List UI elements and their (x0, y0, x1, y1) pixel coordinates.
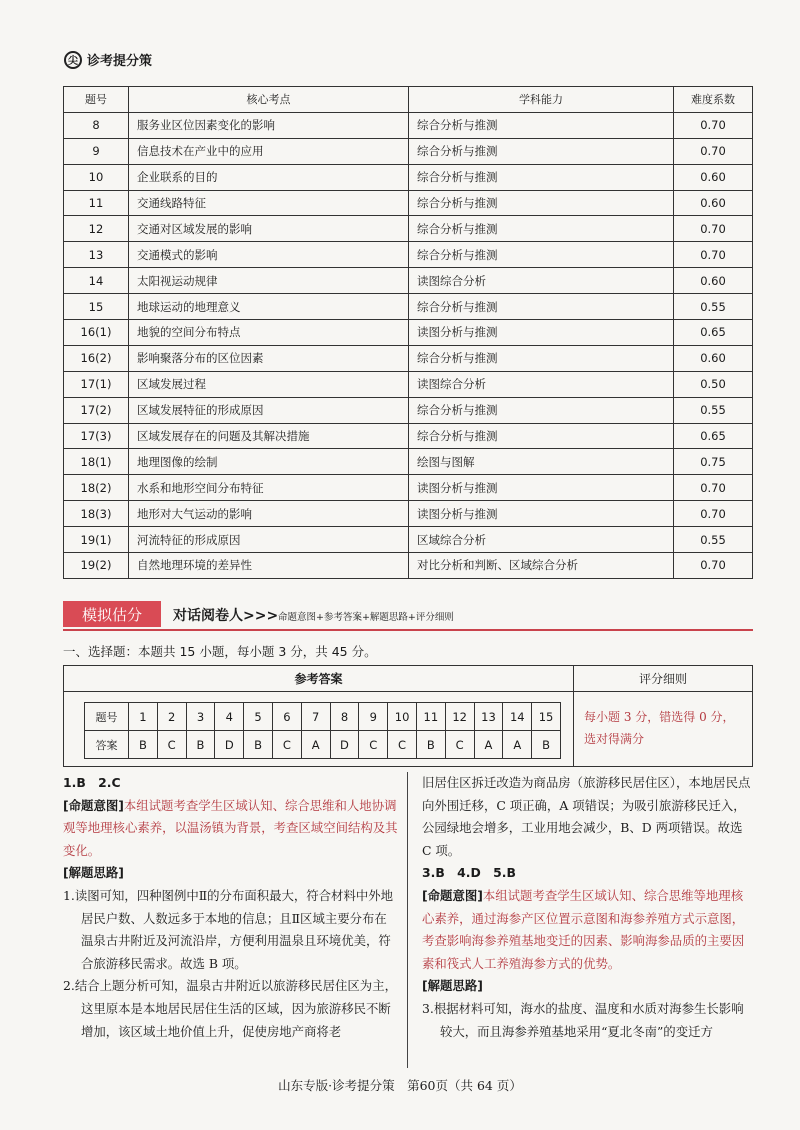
ability-cell: 综合分析与推测 (409, 216, 674, 242)
ability-cell: 综合分析与推测 (409, 164, 674, 190)
section-banner (63, 601, 753, 631)
ability-cell: 综合分析与推测 (409, 190, 674, 216)
core-point-cell: 区域发展过程 (129, 371, 409, 397)
difficulty-cell: 0.70 (674, 553, 753, 579)
table-row (64, 268, 753, 294)
answer-number: 5 (244, 703, 273, 731)
ability-cell: 绘图与图解 (409, 449, 674, 475)
question-no-cell: 10 (64, 164, 129, 190)
answer-number: 1 (129, 703, 158, 731)
core-point-cell: 区域发展特征的形成原因 (129, 397, 409, 423)
answer-1-2: 1.B 2.C (63, 775, 121, 790)
table-row (64, 397, 753, 423)
answer-3-5: 3.B 4.D 5.B (422, 865, 516, 881)
core-point-cell: 交通线路特征 (129, 190, 409, 216)
core-point-cell: 地貌的空间分布特点 (129, 320, 409, 346)
page-footer: 山东专版·诊考提分策 第60页（共 64 页） (278, 1078, 522, 1093)
question-no-cell: 18(3) (64, 501, 129, 527)
idea-label-2: [解题思路] (422, 978, 483, 994)
header-core-point: 核心考点 (129, 87, 409, 113)
question-no-cell: 18(1) (64, 449, 129, 475)
answer-letter: B (244, 731, 273, 759)
header-no: 题号 (64, 87, 129, 113)
difficulty-cell: 0.70 (674, 112, 753, 138)
answer-letter: B (129, 731, 158, 759)
difficulty-cell: 0.75 (674, 449, 753, 475)
header-title: 诊考提分策 (87, 54, 153, 69)
table-row (64, 527, 753, 553)
difficulty-cell: 0.70 (674, 216, 753, 242)
table-row (64, 423, 753, 449)
answer-grid (84, 702, 561, 759)
left-column (63, 772, 398, 1043)
question-no-cell: 19(2) (64, 553, 129, 579)
difficulty-cell: 0.70 (674, 501, 753, 527)
difficulty-cell: 0.60 (674, 345, 753, 371)
table-row (64, 501, 753, 527)
ability-cell: 综合分析与推测 (409, 112, 674, 138)
solution-1: 1.读图可知，四种图例中Ⅱ的分布面积最大，符合材料中外地居民户数、人数远多于本地的信息；且Ⅱ区域主要分布在温泉古井附近及河流沿岸，方便利用温泉且环境优美，符合旅游移民需求。故选 B 项。 (63, 887, 394, 971)
table-row (64, 216, 753, 242)
core-point-cell: 区域发展存在的问题及其解决措施 (129, 423, 409, 449)
difficulty-cell: 0.70 (674, 138, 753, 164)
answer-number: 6 (272, 703, 301, 731)
core-point-cell: 服务业区位因素变化的影响 (129, 112, 409, 138)
question-no-cell: 17(3) (64, 423, 129, 449)
intent-text-2: 本组试题考查学生区域认知、综合思维等地理核心素养，通过海参产区位置示意图和海参养殖方式示意图，考查影响海参养殖基地变迁的因素、影响海参品质的主要因素和筏式人工养殖海参方式的优势。 (422, 887, 745, 971)
table-row (64, 242, 753, 268)
ability-cell: 读图综合分析 (409, 371, 674, 397)
ability-cell: 读图分析与推测 (409, 475, 674, 501)
ability-cell: 综合分析与推测 (409, 294, 674, 320)
question-no-cell: 18(2) (64, 475, 129, 501)
ability-cell: 综合分析与推测 (409, 423, 674, 449)
question-no-cell: 13 (64, 242, 129, 268)
core-point-cell: 影响聚落分布的区位因素 (129, 345, 409, 371)
question-no-cell: 17(1) (64, 371, 129, 397)
ability-cell: 综合分析与推测 (409, 138, 674, 164)
table-row (64, 553, 753, 579)
answer-number: 10 (388, 703, 417, 731)
answer-number: 14 (503, 703, 532, 731)
core-point-cell: 水系和地形空间分布特征 (129, 475, 409, 501)
table-row (64, 190, 753, 216)
core-point-cell: 交通模式的影响 (129, 242, 409, 268)
difficulty-cell: 0.65 (674, 320, 753, 346)
brand-logo-icon: 尖 (64, 51, 82, 69)
section-tag: 模拟估分 (63, 601, 161, 627)
difficulty-cell: 0.60 (674, 164, 753, 190)
difficulty-cell: 0.60 (674, 190, 753, 216)
rule-title: 评分细则 (574, 666, 752, 692)
question-no-cell: 11 (64, 190, 129, 216)
answer-letter: D (330, 731, 359, 759)
answer-number: 13 (474, 703, 503, 731)
answer-number: 9 (359, 703, 388, 731)
intent-label-2: [命题意图] (422, 887, 483, 903)
ability-cell: 综合分析与推测 (409, 397, 674, 423)
header-ability: 学科能力 (409, 87, 674, 113)
header-difficulty: 难度系数 (674, 87, 753, 113)
core-point-cell: 信息技术在产业中的应用 (129, 138, 409, 164)
question-no-cell: 19(1) (64, 527, 129, 553)
right-column (422, 772, 755, 1043)
section-subtitle: 命题意图+参考答案+解题思路+评分细则 (278, 612, 454, 623)
answer-number: 11 (416, 703, 445, 731)
answer-letter: C (272, 731, 301, 759)
solution-2-continued: 旧居住区拆迁改造为商品房（旅游移民居住区），本地居民点向外围迁移，C 项正确，A 项错误；为吸引旅游移民迁入，公园绿地会增多，工业用地会减少，B、D 两项错误。故选 C 项。 (422, 775, 751, 858)
answers-title: 参考答案 (64, 666, 574, 692)
rule-text: 每小题 3 分，错选得 0 分，选对得满分 (584, 710, 735, 746)
ability-cell: 读图综合分析 (409, 268, 674, 294)
answer-letter: B (416, 731, 445, 759)
core-point-cell: 河流特征的形成原因 (129, 527, 409, 553)
difficulty-cell: 0.70 (674, 242, 753, 268)
answer-number: 12 (445, 703, 474, 731)
idea-label: [解题思路] (63, 865, 124, 881)
question-no-cell: 8 (64, 112, 129, 138)
question-no-cell: 14 (64, 268, 129, 294)
difficulty-cell: 0.55 (674, 294, 753, 320)
difficulty-cell: 0.50 (674, 371, 753, 397)
core-point-cell: 企业联系的目的 (129, 164, 409, 190)
answer-number: 8 (330, 703, 359, 731)
ability-cell: 区域综合分析 (409, 527, 674, 553)
question-no-cell: 16(1) (64, 320, 129, 346)
section-title: 对话阅卷人>>> (173, 608, 279, 624)
core-point-cell: 地理图像的绘制 (129, 449, 409, 475)
answer-number: 4 (215, 703, 244, 731)
answer-number: 15 (532, 703, 561, 731)
table-row (64, 138, 753, 164)
difficulty-cell: 0.55 (674, 397, 753, 423)
table-row (64, 449, 753, 475)
difficulty-cell: 0.65 (674, 423, 753, 449)
answer-letter: A (474, 731, 503, 759)
intent-label: [命题意图] (63, 797, 124, 813)
answer-letter: C (388, 731, 417, 759)
no-label: 题号 (85, 703, 129, 731)
ability-cell: 读图分析与推测 (409, 320, 674, 346)
answer-letter: B (186, 731, 215, 759)
question-no-cell: 12 (64, 216, 129, 242)
core-point-cell: 地球运动的地理意义 (129, 294, 409, 320)
answer-letter: C (359, 731, 388, 759)
table-row (64, 320, 753, 346)
table-body (64, 112, 753, 578)
solution-3: 3.根据材料可知，海水的盐度、温度和水质对海参生长影响较大，而且海参养殖基地采用“夏北冬南”的变迁方 (422, 1000, 744, 1039)
table-row (64, 475, 753, 501)
question-no-cell: 16(2) (64, 345, 129, 371)
core-point-cell: 太阳视运动规律 (129, 268, 409, 294)
solution-2: 2.结合上题分析可知，温泉古井附近以旅游移民居住区为主，这里原本是本地居民居住生活的区域，因为旅游移民不断增加，该区域土地价值上升，促使房地产商将老 (63, 978, 397, 1039)
answer-letter: D (215, 731, 244, 759)
answer-number: 2 (157, 703, 186, 731)
answer-letter-row (85, 731, 561, 759)
table-header-row (64, 87, 753, 113)
ability-cell: 综合分析与推测 (409, 242, 674, 268)
ability-cell: 对比分析和判断、区域综合分析 (409, 553, 674, 579)
table-row (64, 164, 753, 190)
question-no-cell: 17(2) (64, 397, 129, 423)
question-no-cell: 15 (64, 294, 129, 320)
difficulty-cell: 0.70 (674, 475, 753, 501)
page-header (64, 50, 152, 69)
core-point-cell: 自然地理环境的差异性 (129, 553, 409, 579)
column-divider (407, 772, 408, 1068)
answer-letter: C (157, 731, 186, 759)
core-point-cell: 地形对大气运动的影响 (129, 501, 409, 527)
answer-number: 7 (301, 703, 330, 731)
answer-number-row (85, 703, 561, 731)
answer-box (63, 665, 753, 767)
intent-text: 本组试题考查学生区域认知、综合思维和人地协调观等地理核心素养，以温汤镇为背景，考查区域空间结构及其变化。 (63, 797, 398, 858)
exam-analysis-table (63, 86, 753, 579)
table-row (64, 371, 753, 397)
answer-letter: A (301, 731, 330, 759)
question-heading: 一、选择题：本题共 15 小题，每小题 3 分，共 45 分。 (63, 644, 377, 659)
table-row (64, 294, 753, 320)
answer-number: 3 (186, 703, 215, 731)
answer-letter: A (503, 731, 532, 759)
difficulty-cell: 0.60 (674, 268, 753, 294)
question-no-cell: 9 (64, 138, 129, 164)
core-point-cell: 交通对区域发展的影响 (129, 216, 409, 242)
difficulty-cell: 0.55 (674, 527, 753, 553)
ability-cell: 读图分析与推测 (409, 501, 674, 527)
ans-label: 答案 (85, 731, 129, 759)
divider (573, 692, 574, 766)
table-row (64, 345, 753, 371)
table-row (64, 112, 753, 138)
ability-cell: 综合分析与推测 (409, 345, 674, 371)
answer-letter: C (445, 731, 474, 759)
answer-letter: B (532, 731, 561, 759)
